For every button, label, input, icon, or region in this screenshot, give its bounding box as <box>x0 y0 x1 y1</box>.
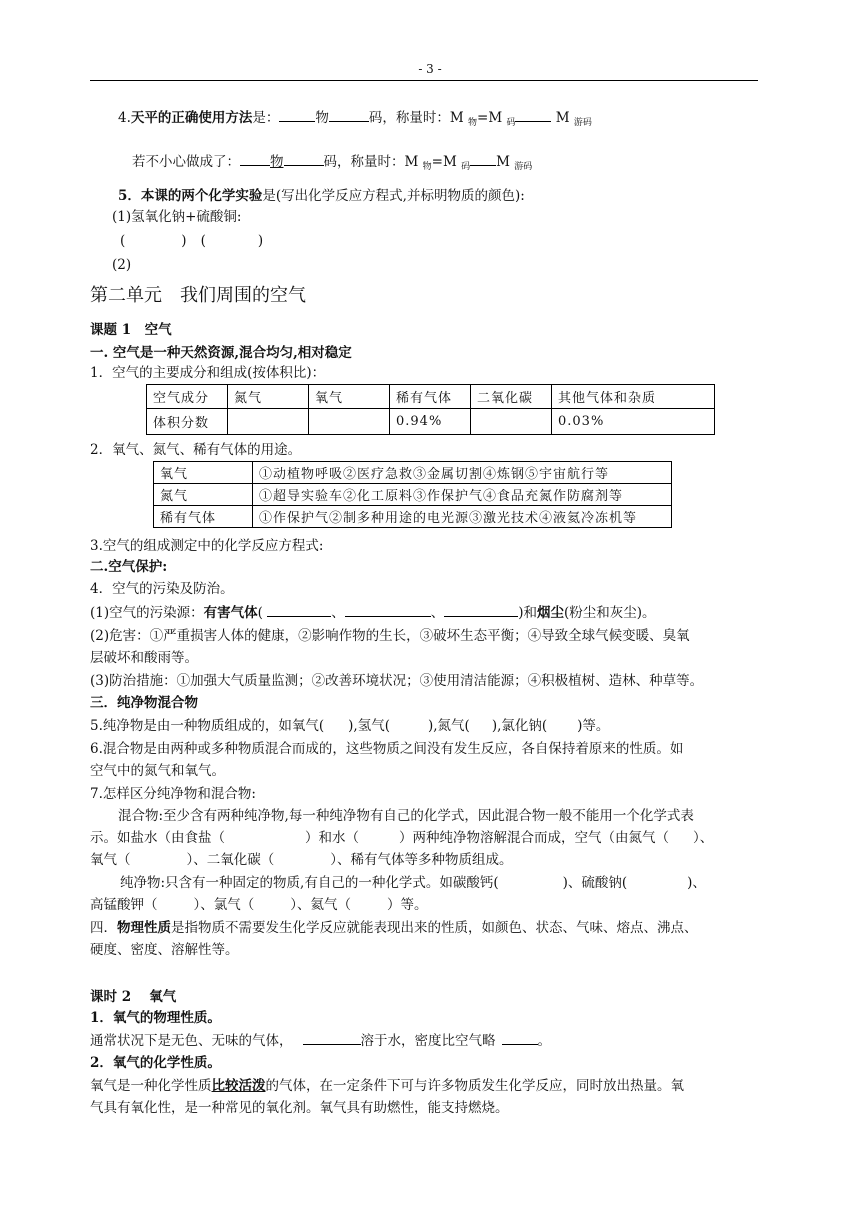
section-2-heading: 二.空气保护: <box>90 559 168 575</box>
text: )等。 <box>577 718 610 734</box>
blank <box>303 1030 361 1045</box>
text: 比较活泼 <box>211 1078 266 1094</box>
air-composition-table <box>146 384 715 435</box>
oxygen-physical-text <box>90 1030 551 1051</box>
text: 、 <box>430 605 445 621</box>
item-2: 2．氧气、氮气、稀有气体的用途。 <box>90 442 302 458</box>
text: ) <box>257 233 264 249</box>
text: 纯净物:只含有一种固定的物质,有自己的一种化学式。如碳酸钙( <box>120 875 499 891</box>
blank <box>329 107 369 122</box>
unit-title: 第二单元 我们周围的空气 <box>90 285 306 306</box>
text: 是指物质不需要发生化学反应就能表现出来的性质，如颜色、状态、气味、熔点、沸点、 <box>171 920 698 936</box>
text: 烟尘 <box>536 605 564 621</box>
subscript: 游码 <box>573 118 592 128</box>
mixture-line-1: 6.混合物是由两种或多种物质混合而成的，这些物质之间没有发生反应，各自保持着原来的性质。如 <box>90 741 684 757</box>
experiment-1-colors <box>120 231 263 251</box>
text: ）和水（ <box>305 830 359 846</box>
text: ),氢气( <box>348 718 390 734</box>
text: 氧气（ <box>90 852 131 868</box>
subscript: 码 <box>506 118 516 128</box>
table-cell: 氧气 <box>154 462 253 484</box>
oxygen-chemical-heading: 2．氧气的化学性质。 <box>90 1055 221 1071</box>
table-row <box>154 506 672 528</box>
table-cell: 氧气 <box>309 385 390 409</box>
text: ( <box>257 605 268 621</box>
blank <box>345 602 431 617</box>
subscript: 游码 <box>514 162 533 172</box>
text: ）两种纯净物溶解混合而成，空气（由氮气（ <box>399 830 669 846</box>
text: 溶于水，密度比空气略 <box>360 1033 496 1049</box>
balance-line-2 <box>132 151 532 177</box>
oxygen-chemical-text-1 <box>90 1076 684 1096</box>
experiment-heading <box>118 186 525 206</box>
text: ）、二氧化碳（ <box>186 852 275 868</box>
experiment-1: (1)氢氧化钠+硫酸铜: <box>112 209 242 225</box>
text: 、 <box>331 605 345 621</box>
text: =M <box>431 154 462 170</box>
section-3-heading: 三．纯净物混合物 <box>90 695 198 711</box>
physical-property-line-1 <box>90 918 698 938</box>
page-number: - 3 - <box>418 62 442 76</box>
table-cell <box>309 409 390 435</box>
text: 示。如盐水（由食盐（ <box>90 830 225 846</box>
text: ）、氯气（ <box>193 897 255 913</box>
harm-line-1: (2)危害：①严重损害人体的健康，②影响作物的生长，③破坏生态平衡；④导致全球气候变暖、臭氧 <box>90 628 690 644</box>
mixture-definition-3 <box>90 850 513 870</box>
table-cell: 稀有气体 <box>154 506 253 528</box>
table-cell <box>471 409 552 435</box>
balance-line-1 <box>118 107 592 133</box>
header-rule <box>90 80 758 81</box>
text: 。 <box>537 1033 551 1049</box>
text: 5．本课的两个化学实验 <box>118 188 263 204</box>
text: ),氯化钠( <box>491 718 548 734</box>
blank <box>267 602 331 617</box>
text: (粉尘和灰尘)。 <box>563 605 656 621</box>
table-cell: 空气成分 <box>147 385 228 409</box>
table-cell: ①超导实验车②化工原料③作保护气④食品充氮作防腐剂等 <box>253 484 672 506</box>
table-header-row <box>147 385 715 409</box>
pure-definition-1 <box>120 873 706 893</box>
text: 码，称量时：M <box>368 110 469 126</box>
table-row <box>154 462 672 484</box>
oxygen-chemical-text-2: 气具有氧化性，是一种常见的氧化剂。氧气具有助燃性，能支持燃烧。 <box>90 1100 509 1116</box>
table-cell: 0.94% <box>390 409 471 435</box>
balance-heading: 天平的正确使用方法 <box>130 110 253 126</box>
text: 物理性质 <box>117 920 171 936</box>
table-cell: 氮气 <box>154 484 253 506</box>
item-4: 4．空气的污染及防治。 <box>90 581 234 597</box>
blank <box>240 151 270 166</box>
text: ）等。 <box>387 897 428 913</box>
table-cell: 稀有气体 <box>390 385 471 409</box>
section-1-heading: 一. 空气是一种天然资源,混合均匀,相对稳定 <box>90 345 352 361</box>
blank <box>444 602 518 617</box>
text: ）、稀有气体等多种物质组成。 <box>330 852 513 868</box>
text: 的气体，在一定条件下可与许多物质发生化学反应，同时放出热量。氧 <box>265 1078 684 1094</box>
text: 有害气体 <box>203 605 258 621</box>
table-cell: ①动植物呼吸②医疗急救③金属切割④炼钢⑤宇宙航行等 <box>253 462 672 484</box>
blank <box>502 1030 538 1045</box>
table-row <box>147 409 715 435</box>
text: (1)空气的污染源： <box>90 605 204 621</box>
item-7: 7.怎样区分纯净物和混合物: <box>90 786 256 802</box>
lesson-1-title: 课题 1 空气 <box>90 322 172 338</box>
table-cell: 0.03% <box>552 409 715 435</box>
experiment-2: (2) <box>112 257 132 273</box>
text: ) <box>181 233 187 249</box>
text: M <box>551 110 574 126</box>
text: 物 <box>315 110 329 126</box>
text: M <box>496 154 515 170</box>
pure-substance-line <box>90 716 609 736</box>
blank <box>284 151 324 166</box>
text: 物 <box>270 154 284 170</box>
text: 氧气是一种化学性质 <box>90 1078 212 1094</box>
text: 5.纯净物是由一种物质组成的，如氧气( <box>90 718 325 734</box>
harm-line-2: 层破坏和酸雨等。 <box>90 650 198 666</box>
gas-uses-table <box>153 461 672 528</box>
table-cell: ①作保护气②制多种用途的电光源③激光技术④液氦冷冻机等 <box>253 506 672 528</box>
item-3: 3.空气的组成测定中的化学反应方程式: <box>90 538 324 554</box>
lesson-2-title: 课时 2 氧气 <box>90 989 177 1005</box>
subscript: 物 <box>468 118 478 128</box>
text: ( <box>120 233 126 249</box>
table-row <box>154 484 672 506</box>
text: )、硫酸钠( <box>562 875 628 891</box>
text: 高锰酸钾（ <box>90 897 158 913</box>
table-cell: 其他气体和杂质 <box>552 385 715 409</box>
table-cell: 体积分数 <box>147 409 228 435</box>
text: 码，称量时：M <box>323 154 423 170</box>
pure-definition-2 <box>90 895 428 915</box>
oxygen-physical-heading: 1．氧气的物理性质。 <box>90 1010 221 1026</box>
blank <box>515 107 551 122</box>
text: ）、 <box>693 830 714 846</box>
prevention: (3)防治措施：①加强大气质量监测；②改善环境状况；③使用清洁能源；④积极植树、造林、种草等。 <box>90 673 704 689</box>
text: )和 <box>518 605 537 621</box>
text: 通常状况下是无色、无味的气体， <box>90 1033 293 1049</box>
table-cell <box>228 409 309 435</box>
pollution-sources <box>90 602 656 623</box>
text: 是(写出化学反应方程式,并标明物质的颜色): <box>262 188 525 204</box>
blank <box>279 107 315 122</box>
subscript: 物 <box>422 162 432 172</box>
item-1: 1．空气的主要成分和组成(按体积比)： <box>90 365 326 381</box>
text: 是： <box>252 110 280 126</box>
text: 若不小心做成了： <box>132 154 240 170</box>
mixture-definition-1: 混合物:至少含有两种纯净物,每一种纯净物有自己的化学式，因此混合物一般不能用一个化学式表 <box>118 808 694 824</box>
text: ）、氦气（ <box>290 897 351 913</box>
mixture-line-2: 空气中的氮气和氧气。 <box>90 763 225 779</box>
item-number: 4. <box>118 110 131 126</box>
table-cell: 氮气 <box>228 385 309 409</box>
text: ),氮气( <box>427 718 470 734</box>
physical-property-line-2: 硬度、密度、溶解性等。 <box>90 942 239 958</box>
text: 四． <box>90 920 117 936</box>
subscript: 码 <box>461 162 471 172</box>
mixture-definition-2 <box>90 828 713 848</box>
table-cell: 二氧化碳 <box>471 385 552 409</box>
text: =M <box>477 110 507 126</box>
text: ( <box>200 233 206 249</box>
blank <box>470 151 496 166</box>
text: )、 <box>687 875 706 891</box>
